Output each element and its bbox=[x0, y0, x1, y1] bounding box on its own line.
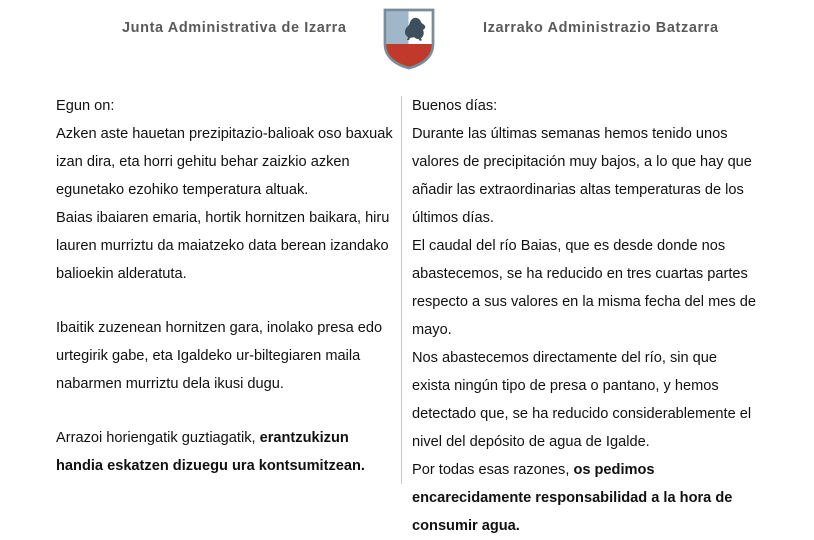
paragraph-request-eu-lead: Arrazoi horiengatik guztiagatik, bbox=[56, 430, 260, 446]
column-spanish bbox=[412, 92, 757, 540]
paragraph-request-eu bbox=[56, 424, 396, 480]
paragraph-greeting-es: Buenos días: bbox=[412, 98, 498, 114]
document-header bbox=[0, 0, 814, 86]
header-title-spanish: Junta Administrativa de Izarra bbox=[122, 20, 347, 36]
paragraph-rainfall-eu: Azken aste hauetan prezipitazio-balioak oso baxuak izan dira, eta horri gehitu behar zaizkio azken egunetako ezohiko temperatura altuak. bbox=[56, 126, 393, 198]
column-basque bbox=[56, 92, 396, 480]
paragraph-river-flow-eu: Baias ibaiaren emaria, hortik hornitzen baikara, hiru lauren murriztu da maiatzeko data berean izandako balioekin alderatuta. bbox=[56, 210, 390, 282]
paragraph-supply-es: Nos abastecemos directamente del río, sin que exista ningún tipo de presa o pantano, y hemos detectado que, se ha reducido considerablemente el nivel del depósito de agua de Igalde. bbox=[412, 350, 752, 450]
paragraph-request-es-lead: Por todas esas razones, bbox=[412, 462, 574, 478]
paragraph-river-flow-es: El caudal del río Baias, que es desde donde nos abastecemos, se ha reducido en tres cuartas partes respecto a sus valores en la misma fecha del mes de mayo. bbox=[412, 238, 756, 338]
bilingual-body bbox=[0, 92, 814, 534]
paragraph-request-es bbox=[412, 456, 757, 540]
paragraph-request-eu-emphasis: erantzukizun handia eskatzen dizuegu ura kontsumitzean. bbox=[56, 430, 365, 474]
column-divider bbox=[401, 96, 402, 484]
header-title-basque: Izarrako Administrazio Batzarra bbox=[483, 20, 719, 36]
paragraph-request-es-emphasis: os pedimos encarecidamente responsabilidad a la hora de consumir agua. bbox=[412, 462, 733, 534]
paragraph-supply-eu: Ibaitik zuzenean hornitzen gara, inolako presa edo urtegirik gabe, eta Igaldeko ur-biltegiaren maila nabarmen murriztu dela ikusi dugu. bbox=[56, 320, 383, 392]
izarra-coat-of-arms-icon bbox=[383, 8, 435, 70]
paragraph-greeting-eu: Egun on: bbox=[56, 98, 115, 114]
paragraph-rainfall-es: Durante las últimas semanas hemos tenido unos valores de precipitación muy bajos, a lo que hay que añadir las extraordinarias altas temperaturas de los últimos días. bbox=[412, 126, 752, 226]
